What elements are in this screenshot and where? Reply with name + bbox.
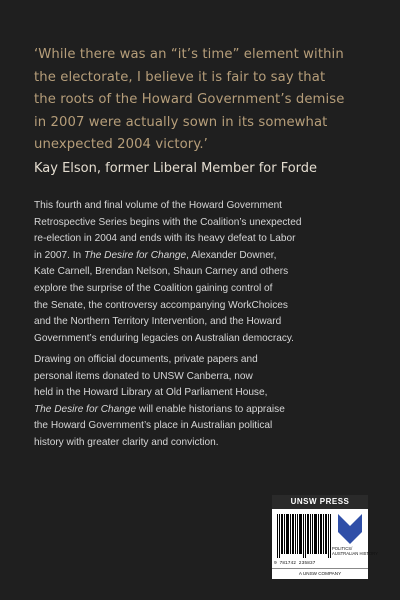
blurb-line: history with greater clarity and conviction. xyxy=(34,436,219,448)
quote-line: the roots of the Howard Government’s demise xyxy=(34,92,345,108)
blurb-line: Government’s enduring legacies on Australian democracy. xyxy=(34,332,294,344)
blurb-paragraph-2 xyxy=(34,352,374,452)
quote-line: the electorate, I believe it is fair to say that xyxy=(34,69,326,85)
blurb-line: the Senate, the controversy accompanying WorkChoices xyxy=(34,299,288,311)
blurb-line: Retrospective Series begins with the Coalition’s unexpected xyxy=(34,216,302,228)
blurb-line: Kate Carnell, Brendan Nelson, Shaun Carney and others xyxy=(34,266,289,278)
blurb-line: the Howard Government’s place in Australian political xyxy=(34,420,273,432)
blurb-line: Drawing on official documents, private papers and xyxy=(34,354,258,365)
subject-line: AUSTRALIAN HISTORY xyxy=(332,551,378,557)
quote-line: unexpected 2004 victory.’ xyxy=(34,137,208,153)
blurb-text: , Alexander Downer, xyxy=(186,249,277,261)
pull-quote xyxy=(34,44,374,157)
blurb-paragraph-1 xyxy=(34,198,374,347)
blurb-line xyxy=(34,248,374,265)
blurb-line: held in the Howard Library at Old Parliament House, xyxy=(34,387,268,399)
blurb-line xyxy=(34,402,374,419)
blurb-line: re-election in 2004 and ends with its heavy defeat to Labor xyxy=(34,233,296,245)
barcode-icon xyxy=(277,514,331,558)
publisher-name: UNSW PRESS xyxy=(272,495,368,509)
book-title: The Desire for Change xyxy=(34,403,137,415)
blurb-line: This fourth and final volume of the Howard Government xyxy=(34,200,282,211)
quote-attribution: Kay Elson, former Liberal Member for Forde xyxy=(34,161,318,176)
blurb-line: personal items donated to UNSW Canberra, now xyxy=(34,370,253,382)
quote-line: ‘While there was an “it’s time” element within xyxy=(34,47,344,62)
isbn-digits: 9 781742 235837 xyxy=(274,561,316,566)
blurb-line: explore the surprise of the Coalition gaining control of xyxy=(34,282,273,294)
blurb-text: will enable historians to appraise xyxy=(136,403,285,415)
subject-category xyxy=(332,546,378,557)
subject-line: POLITICS/ xyxy=(332,546,353,551)
barcode-panel xyxy=(272,495,378,579)
publisher-company: A UNSW COMPANY xyxy=(272,568,368,580)
unsw-press-logo-icon xyxy=(338,514,362,544)
blurb-line: and the Northern Territory Intervention, and the Howard xyxy=(34,316,282,328)
blurb-text: in 2007. In xyxy=(34,249,84,261)
quote-line: in 2007 were actually sown in its somewhat xyxy=(34,114,328,130)
book-title: The Desire for Change xyxy=(83,249,187,261)
